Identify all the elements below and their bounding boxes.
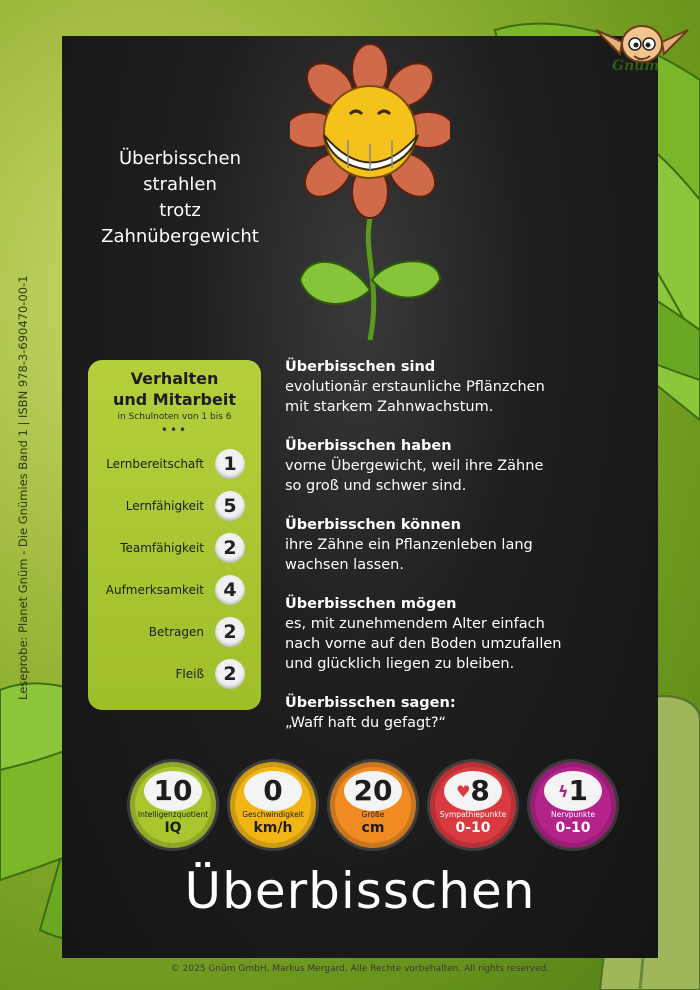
facts-list: [285, 357, 625, 752]
stat-unit: cm: [361, 820, 385, 836]
stat-value: [444, 771, 502, 811]
tagline: [80, 146, 280, 250]
stat-label: Intelligenzquotient: [137, 810, 209, 819]
fact-line: ihre Zähne ein Pflanzenleben lang: [285, 537, 533, 553]
panel-subtitle: in Schulnoten von 1 bis 6: [117, 412, 232, 422]
stat-label: Nervpunkte: [551, 810, 595, 819]
grade-row: [88, 490, 261, 524]
stats-row: [130, 762, 630, 857]
fact-line: „Waff haft du gefagt?“: [285, 715, 447, 731]
panel-divider-dots: •••: [160, 423, 189, 437]
stat-value: [544, 771, 602, 811]
fact-heading: Überbisschen mögen: [285, 596, 457, 612]
fact-block: [285, 594, 625, 674]
lightning-icon: ϟ: [557, 782, 569, 801]
fact-line: wachsen lassen.: [285, 557, 404, 573]
stat-label: Sympathiepunkte: [439, 810, 507, 819]
brand-logo-text: Gnüm: [612, 58, 660, 74]
fact-line: mit starkem Zahnwachstum.: [285, 399, 494, 415]
fact-line: nach vorne auf den Boden umzufallen: [285, 636, 562, 652]
fact-block: [285, 515, 625, 575]
fact-line: so groß und schwer sind.: [285, 478, 467, 494]
flower-character-illustration: [290, 40, 450, 350]
stat-value: 0: [244, 771, 302, 811]
fact-line: vorne Übergewicht, weil ihre Zähne: [285, 458, 544, 474]
fact-line: und glücklich liegen zu bleiben.: [285, 656, 515, 672]
side-isbn-text: Leseprobe: Planet Gnüm - Die Gnümies Band 1 | ISBN 978-3-690470-00-1: [16, 275, 30, 700]
grade-badge: 4: [215, 575, 245, 605]
grade-badge: 2: [215, 617, 245, 647]
tagline-line: trotz: [159, 200, 201, 221]
grade-row: [88, 448, 261, 482]
grade-label: Fleiß: [175, 667, 204, 681]
grade-label: Teamfähigkeit: [120, 541, 204, 555]
stat-size-badge: [330, 762, 416, 848]
grade-row: [88, 532, 261, 566]
grade-badge: 2: [215, 659, 245, 689]
tagline-line: Überbisschen: [118, 148, 242, 169]
tagline-line: strahlen: [143, 174, 217, 195]
fact-heading: Überbisschen haben: [285, 438, 452, 454]
copyright-text: © 2025 Gnüm GmbH, Markus Mergard. Alle Rechte vorbehalten. All rights reserved.: [170, 964, 550, 974]
panel-title-line: Verhalten: [130, 369, 219, 388]
fact-line: es, mit zunehmendem Alter einfach: [285, 616, 545, 632]
stat-value-number: 1: [568, 774, 589, 807]
stat-unit: IQ: [164, 820, 182, 836]
grade-label: Betragen: [148, 625, 204, 639]
grade-label: Lernbereitschaft: [106, 457, 204, 471]
grade-label: Aufmerksamkeit: [105, 583, 204, 597]
fact-heading: Überbisschen können: [285, 517, 461, 533]
stat-unit: 0-10: [555, 820, 591, 836]
grade-badge: 2: [215, 533, 245, 563]
grade-label: Lernfähigkeit: [125, 499, 204, 513]
grade-badge: 1: [215, 449, 245, 479]
stat-speed-badge: [230, 762, 316, 848]
stat-value: 10: [144, 771, 202, 811]
stat-value-number: 8: [470, 774, 490, 807]
stat-unit: km/h: [253, 820, 293, 836]
stat-label: Größe: [361, 810, 385, 819]
grade-row: [88, 574, 261, 608]
fact-line: evolutionär erstaunliche Pflänzchen: [285, 379, 545, 395]
grade-row: [88, 658, 261, 692]
panel-title-line: und Mitarbeit: [113, 390, 236, 409]
gnum-mascot-icon: [590, 14, 690, 88]
character-name: Überbisschen: [184, 862, 536, 920]
fact-block: [285, 357, 625, 417]
panel-title: [88, 368, 261, 410]
heart-icon: ♥: [456, 782, 471, 801]
stat-sympathy-badge: [430, 762, 516, 848]
fact-heading: Überbisschen sagen:: [285, 695, 456, 711]
fact-heading: Überbisschen sind: [285, 359, 436, 375]
stat-annoy-badge: [530, 762, 616, 848]
behaviour-grades-panel: [88, 360, 261, 710]
stat-label: Geschwindigkeit: [242, 810, 304, 819]
fact-block: [285, 693, 625, 733]
stat-unit: 0-10: [455, 820, 491, 836]
fact-block: [285, 436, 625, 496]
stat-value: 20: [344, 771, 402, 811]
grade-row: [88, 616, 261, 650]
stat-iq-badge: [130, 762, 216, 848]
tagline-line: Zahnübergewicht: [101, 226, 259, 247]
grade-badge: 5: [215, 491, 245, 521]
